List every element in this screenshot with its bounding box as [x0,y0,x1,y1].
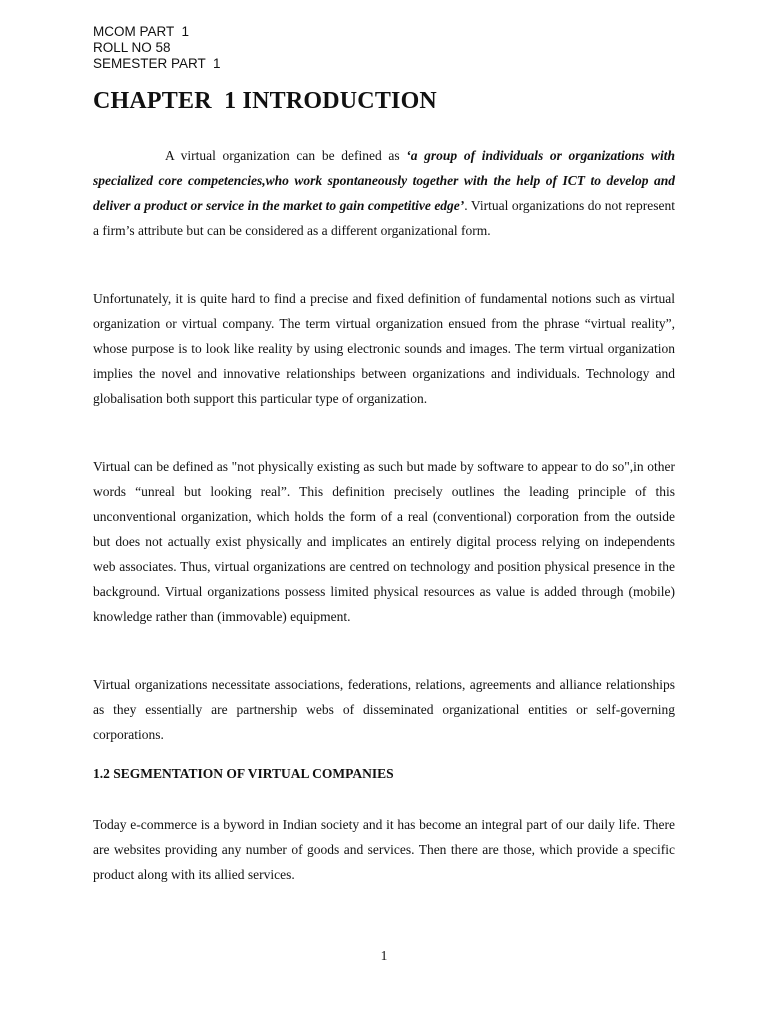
section-heading: 1.2 SEGMENTATION OF VIRTUAL COMPANIES [93,766,394,781]
chapter-title: CHAPTER 1 INTRODUCTION [93,88,437,114]
page-number: 1 [380,948,388,963]
paragraph-unfortunately: Unfortunately, it is quite hard to find a precise and fixed definition of fundamental notions such as virtual organization or virtual company. The term virtual organization ensued from the phrase “virtual reality”, whose purpose is to look like reality by using electronic sounds and images. The term virtual organization implies the novel and innovative relationships between organizations and individuals. Technology and globalisation both support this particular type of organization. [93,291,675,406]
paragraph-ecommerce: Today e-commerce is a byword in Indian society and it has become an integral part of our daily life. There are websites providing any number of goods and services. Then there are those, which provide a specific product along with its allied services. [93,817,675,882]
header-semester: SEMESTER PART 1 [93,56,221,71]
header-roll-number: ROLL NO 58 [93,40,171,55]
header-course: MCOM PART 1 [93,24,190,39]
paragraph-definition-lead: A virtual organization can be defined as [165,148,407,163]
paragraph-associations: Virtual organizations necessitate associations, federations, relations, agreements and alliance relationships as they essentially are partnership webs of disseminated organizational entities or self-governing corporations. [93,677,675,742]
paragraph-virtual-definition: Virtual can be defined as "not physically existing as such but made by software to appear to do so",in other words “unreal but looking real”. This definition precisely outlines the leading principle of this unconventional organization, which holds the form of a real (conventional) corporation from the outside but does not actually exist physically and implicates an entirely digital process relying on independents web associates. Thus, virtual organizations are centred on technology and position physical presence in the background. Virtual organizations possess limited physical resources as value is added through (mobile) knowledge rather than (immovable) equipment. [93,459,675,624]
paragraph-definition-tail: . Virtual organizations do not represent a firm’s attribute but can be considered as a different organizational form. [93,198,675,238]
document-header [93,24,221,72]
paragraph-definition [93,143,675,243]
definition-quote: ‘a group of individuals or organizations with specialized core competencies,who work spontaneously together with the help of ICT to develop and deliver a product or service in the market to gain competitive edge’ [93,148,675,213]
